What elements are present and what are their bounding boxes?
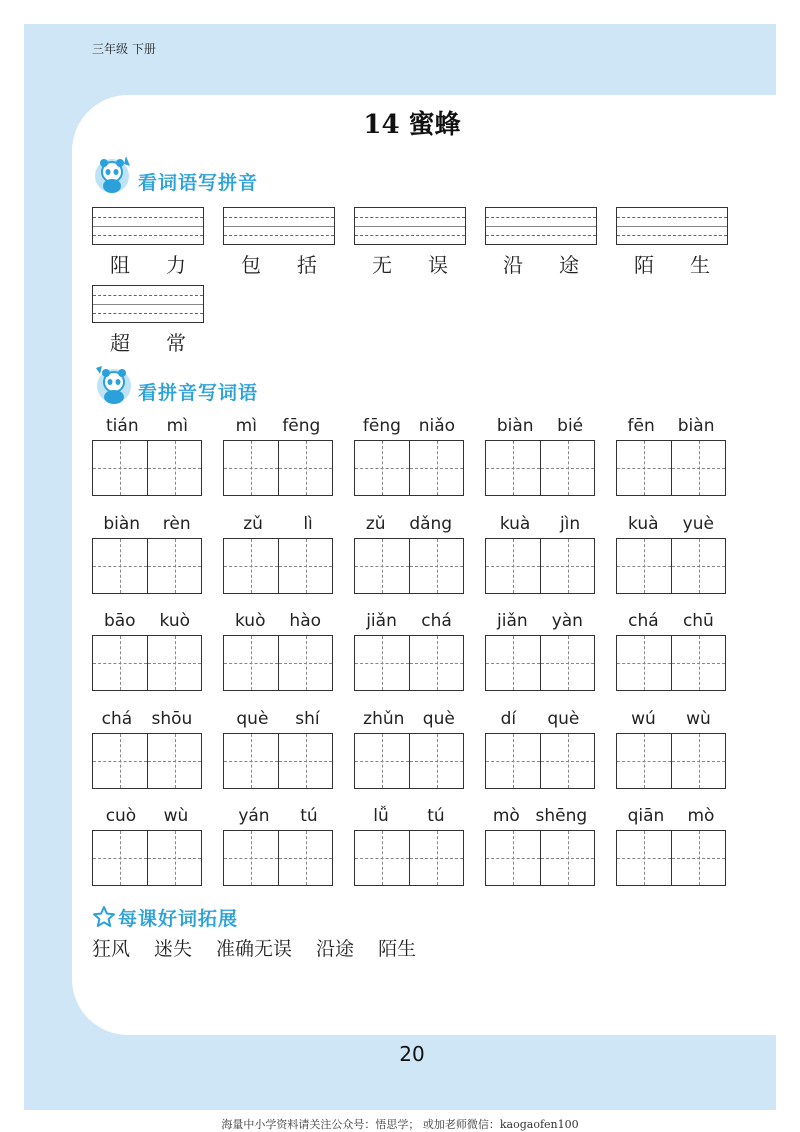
extension-word: 沿途 (316, 938, 355, 960)
character-grid[interactable] (354, 830, 464, 886)
pinyin-label (92, 416, 202, 436)
character-grid[interactable] (223, 538, 333, 594)
pinyin-syllable: kuò (159, 611, 191, 631)
vocab-char: 误 (428, 253, 448, 277)
extension-word: 迷失 (154, 938, 193, 960)
vocab-char: 括 (297, 253, 317, 277)
pinyin-syllable: lǚ (373, 806, 389, 826)
writing-cell[interactable] (409, 539, 463, 593)
character-grid[interactable] (354, 440, 464, 496)
character-grid[interactable] (616, 635, 726, 691)
character-grid[interactable] (223, 733, 333, 789)
writing-cell[interactable] (486, 441, 540, 495)
writing-cell[interactable] (355, 441, 409, 495)
character-grid[interactable] (485, 830, 595, 886)
pinyin-syllable: yàn (551, 611, 583, 631)
writing-cell[interactable] (355, 831, 409, 885)
writing-cell[interactable] (409, 636, 463, 690)
pinyin-syllable: què (422, 708, 455, 729)
pinyin-label (354, 611, 464, 631)
writing-cell[interactable] (486, 539, 540, 593)
writing-cell[interactable] (147, 441, 201, 495)
section1-title: 看词语写拼音 (138, 172, 259, 194)
pinyin-syllable: wù (163, 806, 189, 826)
pinyin-syllable: bié (557, 416, 584, 436)
panda-mascot-icon (92, 152, 134, 196)
pinyin-syllable: kuà (499, 513, 531, 534)
writing-cell[interactable] (671, 441, 725, 495)
pinyin-syllable: cuò (105, 806, 137, 826)
vocab-word (485, 249, 597, 278)
character-grid[interactable] (616, 440, 726, 496)
vocab-char: 途 (559, 253, 579, 277)
pinyin-syllable: dí (500, 708, 517, 729)
pinyin-answer-box[interactable] (92, 285, 204, 323)
pinyin-label (616, 514, 726, 534)
pinyin-syllable: tú (427, 806, 445, 826)
pinyin-syllable: fēn (627, 416, 655, 436)
writing-cell[interactable] (540, 441, 594, 495)
pinyin-syllable: jiǎn (366, 611, 397, 631)
pinyin-label (92, 709, 202, 729)
writing-cell[interactable] (540, 539, 594, 593)
pinyin-syllable: jiǎn (497, 611, 528, 631)
character-grid[interactable] (485, 538, 595, 594)
writing-cell[interactable] (278, 831, 332, 885)
character-grid[interactable] (92, 635, 202, 691)
pinyin-syllable: fēng (282, 416, 321, 436)
vocab-char: 陌 (634, 253, 654, 277)
pinyin-syllable: biàn (496, 416, 534, 436)
writing-cell[interactable] (278, 734, 332, 788)
writing-cell[interactable] (617, 441, 671, 495)
section3-title: 每课好词拓展 (118, 908, 239, 930)
pinyin-answer-box[interactable] (354, 207, 466, 245)
pinyin-syllable: zǔ (365, 513, 386, 534)
writing-cell[interactable] (486, 831, 540, 885)
pinyin-syllable: què (547, 708, 580, 729)
pinyin-syllable: hào (289, 611, 322, 631)
pinyin-answer-box[interactable] (223, 207, 335, 245)
pinyin-answer-box[interactable] (92, 207, 204, 245)
pinyin-label (92, 806, 202, 826)
writing-cell[interactable] (486, 636, 540, 690)
pinyin-syllable: tián (106, 416, 139, 436)
character-grid[interactable] (354, 733, 464, 789)
pinyin-syllable: shí (295, 708, 320, 729)
vocab-char: 超 (110, 331, 130, 355)
vocab-word (354, 249, 466, 278)
pinyin-label (616, 806, 726, 826)
character-grid[interactable] (354, 635, 464, 691)
writing-cell[interactable] (93, 636, 147, 690)
vocab-char: 沿 (503, 253, 523, 277)
character-grid[interactable] (354, 538, 464, 594)
pinyin-syllable: biàn (677, 416, 715, 436)
pinyin-answer-box[interactable] (485, 207, 597, 245)
pinyin-syllable: jìn (559, 513, 581, 534)
character-grid[interactable] (92, 830, 202, 886)
writing-cell[interactable] (147, 831, 201, 885)
pinyin-syllable: tú (300, 806, 318, 826)
writing-cell[interactable] (409, 441, 463, 495)
pinyin-syllable: qiān (627, 806, 665, 826)
vocab-word (223, 249, 335, 278)
pinyin-syllable: shōu (151, 708, 193, 729)
pinyin-label (354, 709, 464, 729)
character-grid[interactable] (92, 440, 202, 496)
character-grid[interactable] (616, 538, 726, 594)
pinyin-label (223, 611, 333, 631)
writing-cell[interactable] (224, 734, 278, 788)
pinyin-label (616, 709, 726, 729)
pinyin-syllable: kuò (234, 611, 266, 631)
writing-cell[interactable] (147, 734, 201, 788)
pinyin-label (485, 416, 595, 436)
writing-cell[interactable] (617, 734, 671, 788)
pinyin-syllable: mò (687, 806, 715, 826)
character-grid[interactable] (616, 830, 726, 886)
writing-cell[interactable] (355, 539, 409, 593)
writing-cell[interactable] (355, 636, 409, 690)
writing-cell[interactable] (93, 734, 147, 788)
extension-word: 狂风 (92, 938, 131, 960)
pinyin-syllable: mì (235, 416, 257, 436)
vocab-word (92, 249, 204, 278)
pinyin-syllable: lì (303, 513, 313, 534)
writing-cell[interactable] (540, 636, 594, 690)
writing-cell[interactable] (147, 539, 201, 593)
pinyin-syllable: wù (686, 708, 711, 729)
pinyin-syllable: dǎng (409, 513, 453, 534)
writing-cell[interactable] (671, 831, 725, 885)
pinyin-label (354, 416, 464, 436)
pinyin-syllable: què (236, 708, 269, 729)
vocab-char: 阻 (110, 253, 130, 277)
writing-cell[interactable] (224, 636, 278, 690)
pinyin-syllable: chá (421, 611, 452, 631)
pinyin-label (485, 806, 595, 826)
pinyin-label (354, 806, 464, 826)
vocab-word (92, 327, 204, 356)
character-grid[interactable] (485, 733, 595, 789)
pinyin-label (223, 709, 333, 729)
character-grid[interactable] (223, 830, 333, 886)
pinyin-label (92, 611, 202, 631)
writing-cell[interactable] (617, 636, 671, 690)
character-grid[interactable] (616, 733, 726, 789)
vocab-char: 常 (166, 331, 186, 355)
writing-cell[interactable] (147, 636, 201, 690)
writing-cell[interactable] (540, 831, 594, 885)
writing-cell[interactable] (617, 539, 671, 593)
pinyin-label (485, 514, 595, 534)
pinyin-label (354, 514, 464, 534)
writing-cell[interactable] (355, 734, 409, 788)
extension-word: 准确无误 (216, 938, 293, 960)
pinyin-syllable: yán (238, 806, 270, 826)
writing-cell[interactable] (93, 831, 147, 885)
grade-label: 三年级 下册 (92, 42, 156, 56)
vocab-word (616, 249, 728, 278)
pinyin-syllable: chū (682, 611, 714, 631)
pinyin-label (223, 806, 333, 826)
pinyin-label (485, 611, 595, 631)
writing-cell[interactable] (278, 441, 332, 495)
pinyin-label (616, 416, 726, 436)
pinyin-syllable: zhǔn (363, 708, 405, 729)
pinyin-syllable: wú (631, 708, 656, 729)
writing-cell[interactable] (224, 441, 278, 495)
vocab-char: 包 (241, 253, 261, 277)
extension-words (92, 934, 416, 961)
pinyin-syllable: chá (101, 708, 133, 729)
extension-word: 陌生 (378, 938, 417, 960)
pinyin-label (223, 514, 333, 534)
writing-cell[interactable] (671, 734, 725, 788)
page-number: 20 (399, 1042, 425, 1066)
character-grid[interactable] (223, 635, 333, 691)
pinyin-answer-box[interactable] (616, 207, 728, 245)
writing-cell[interactable] (93, 539, 147, 593)
panda-mascot-icon (92, 362, 136, 406)
pinyin-syllable: niǎo (418, 416, 456, 436)
pinyin-syllable: mì (166, 416, 188, 436)
writing-cell[interactable] (278, 539, 332, 593)
writing-cell[interactable] (540, 734, 594, 788)
section2-title: 看拼音写词语 (138, 382, 259, 404)
writing-cell[interactable] (617, 831, 671, 885)
star-icon (92, 905, 116, 929)
pinyin-syllable: kuà (628, 513, 659, 534)
writing-cell[interactable] (224, 831, 278, 885)
pinyin-label (92, 514, 202, 534)
writing-cell[interactable] (93, 441, 147, 495)
character-grid[interactable] (485, 440, 595, 496)
pinyin-syllable: zǔ (243, 513, 263, 534)
character-grid[interactable] (223, 440, 333, 496)
writing-cell[interactable] (224, 539, 278, 593)
vocab-char: 生 (690, 253, 710, 277)
pinyin-syllable: fēng (362, 416, 401, 436)
pinyin-syllable: chá (628, 611, 659, 631)
character-grid[interactable] (485, 635, 595, 691)
pinyin-syllable: mò (492, 806, 520, 826)
writing-cell[interactable] (278, 636, 332, 690)
pinyin-syllable: bāo (103, 611, 136, 631)
pinyin-label (223, 416, 333, 436)
writing-cell[interactable] (409, 734, 463, 788)
pinyin-syllable: rèn (162, 513, 191, 534)
pinyin-syllable: biàn (103, 513, 141, 534)
writing-cell[interactable] (409, 831, 463, 885)
pinyin-syllable: yuè (682, 513, 714, 534)
pinyin-label (616, 611, 726, 631)
footer-note: 海量中小学资料请关注公众号：悟思学； 或加老师微信：kaogaofen100 (221, 1118, 579, 1131)
pinyin-label (485, 709, 595, 729)
pinyin-syllable: shēng (535, 806, 588, 826)
writing-cell[interactable] (671, 636, 725, 690)
vocab-char: 力 (166, 253, 186, 277)
character-grid[interactable] (92, 538, 202, 594)
writing-cell[interactable] (486, 734, 540, 788)
vocab-char: 无 (372, 253, 392, 277)
lesson-title: 14 蜜蜂 (363, 110, 461, 140)
writing-cell[interactable] (671, 539, 725, 593)
character-grid[interactable] (92, 733, 202, 789)
